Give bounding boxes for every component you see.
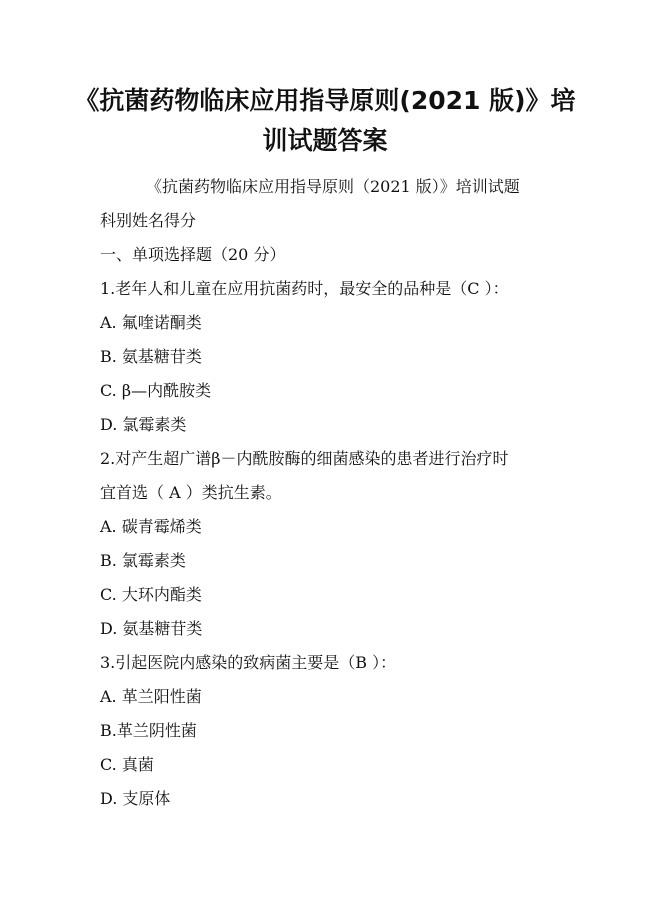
q3-option-c: C. 真菌 bbox=[100, 755, 154, 774]
q2-option-d: D. 氨基糖苷类 bbox=[100, 619, 203, 638]
q3-option-a: A. 革兰阳性菌 bbox=[100, 687, 202, 706]
info-line: 科别姓名得分 bbox=[100, 211, 197, 230]
q1-option-b: B. 氨基糖苷类 bbox=[100, 347, 202, 366]
q2-option-b: B. 氯霉素类 bbox=[100, 551, 186, 570]
q1-option-d: D. 氯霉素类 bbox=[100, 415, 187, 434]
question-1: 1.老年人和儿童在应用抗菌药时，最安全的品种是（C ）： bbox=[100, 279, 509, 298]
q2-option-a: A. 碳青霉烯类 bbox=[100, 517, 202, 536]
q2-option-c: C. 大环内酯类 bbox=[100, 585, 202, 604]
q1-option-a: A. 氟喹诺酮类 bbox=[100, 313, 202, 332]
q3-option-b: B.革兰阴性菌 bbox=[100, 721, 197, 740]
question-3: 3.引起医院内感染的致病菌主要是（B ）： bbox=[100, 653, 397, 672]
document-title-line-2: 训试题答案 bbox=[262, 126, 388, 155]
subtitle-line: 《抗菌药物临床应用指导原则（2021 版）》培训试题 bbox=[146, 177, 520, 196]
question-2-continued: 宜首选（ A ）类抗生素。 bbox=[100, 483, 282, 502]
question-2: 2.对产生超广谱β－内酰胺酶的细菌感染的患者进行治疗时 bbox=[100, 449, 509, 468]
document-title-line-1: 《抗菌药物临床应用指导原则(2021 版)》培 bbox=[74, 86, 576, 115]
q3-option-d: D. 支原体 bbox=[100, 789, 171, 808]
q1-option-c: C. β—内酰胺类 bbox=[100, 381, 212, 400]
section-heading: 一、单项选择题（20 分） bbox=[100, 245, 286, 264]
